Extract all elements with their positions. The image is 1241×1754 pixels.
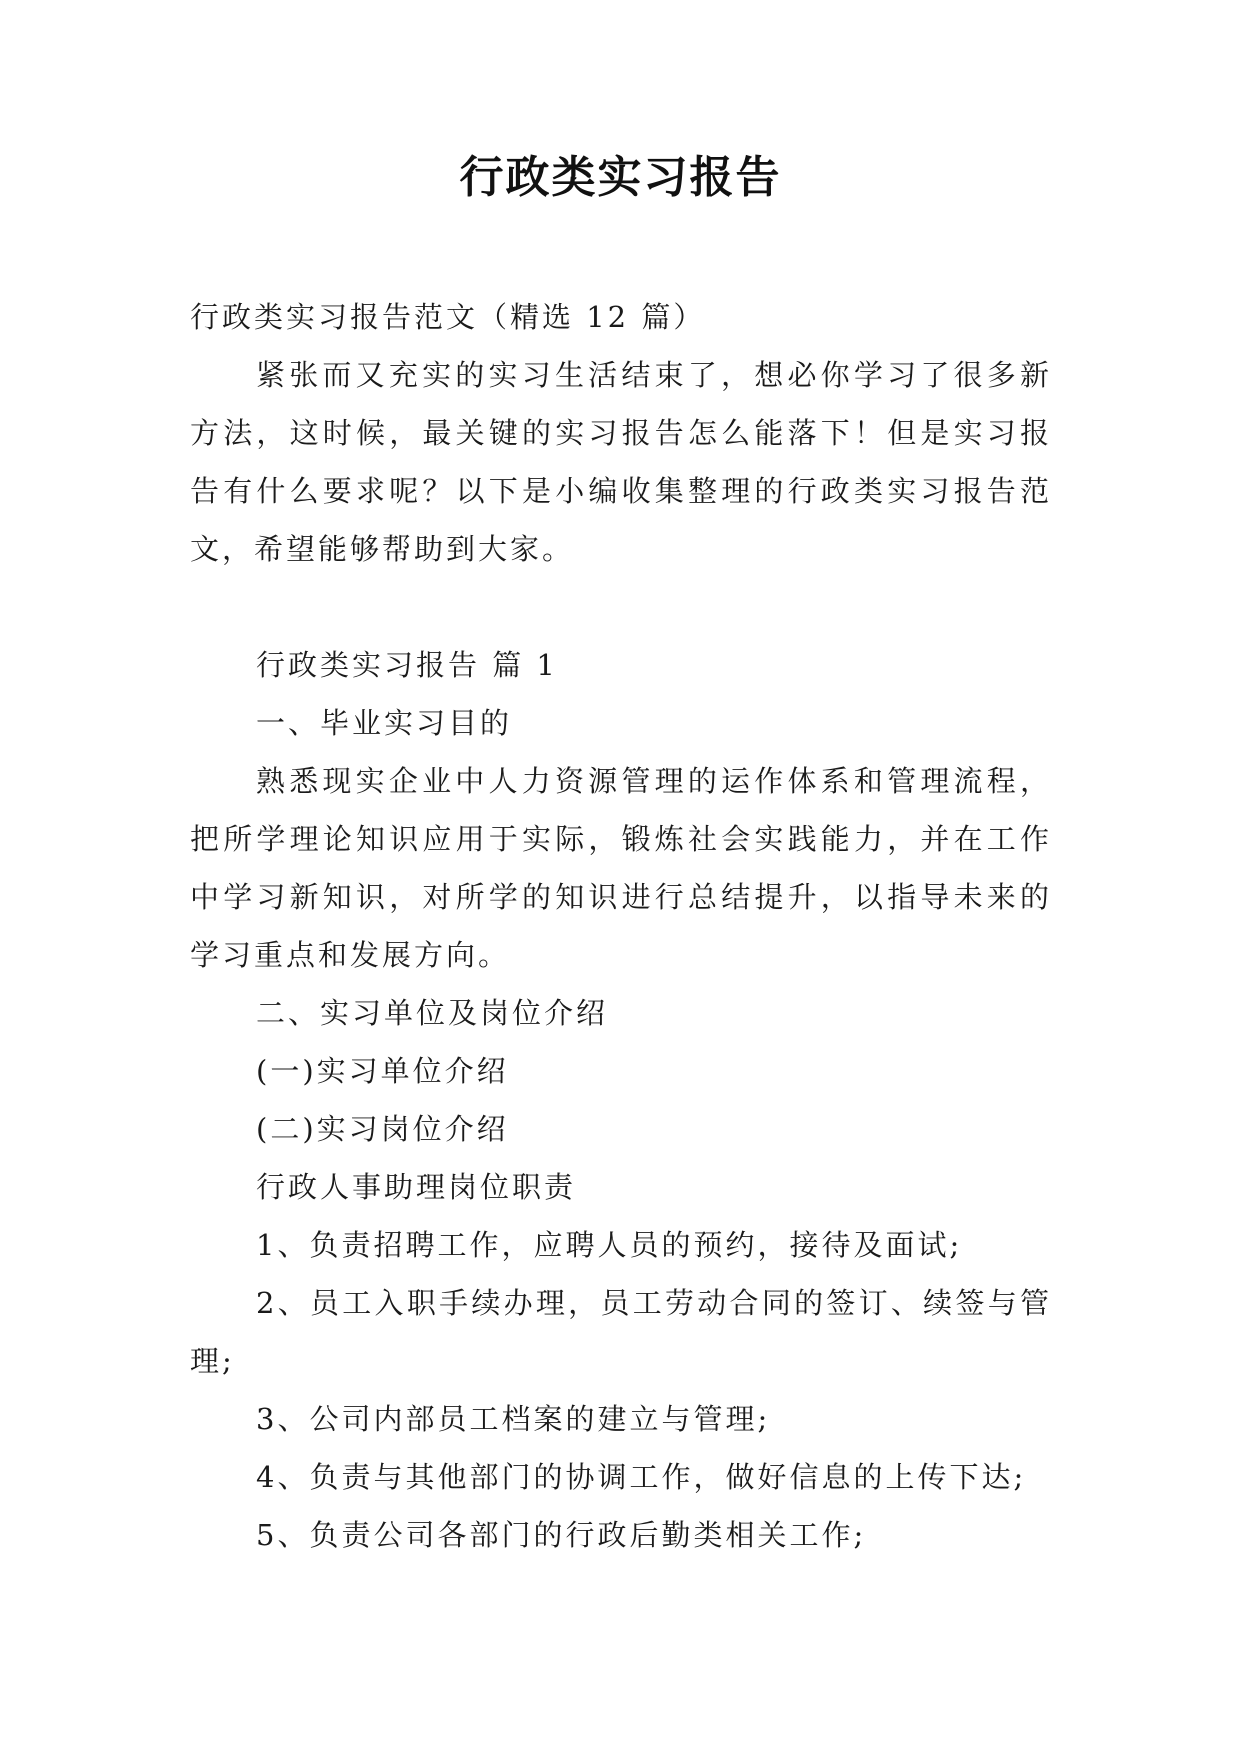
duty-item: 2、员工入职手续办理，员工劳动合同的签订、续签与管理; — [190, 1286, 1052, 1378]
duty-item: 3、公司内部员工档案的建立与管理; — [256, 1402, 771, 1436]
duties-heading: 行政人事助理岗位职责 — [256, 1170, 577, 1204]
part2-heading: 二、实习单位及岗位介绍 — [256, 996, 609, 1030]
part1-heading: 一、毕业实习目的 — [256, 706, 513, 740]
document-body — [190, 288, 1052, 1564]
part2-subheading-unit: (一)实习单位介绍 — [256, 1054, 509, 1088]
part1-paragraph: 熟悉现实企业中人力资源管理的运作体系和管理流程，把所学理论知识应用于实际，锻炼社会实践能力，并在工作中学习新知识，对所学的知识进行总结提升，以指导未来的学习重点和发展方向。 — [190, 764, 1052, 972]
paragraph-spacer — [190, 578, 1052, 636]
part2-subheading-position: (二)实习岗位介绍 — [256, 1112, 509, 1146]
document-title: 行政类实习报告 — [459, 152, 782, 203]
intro-paragraph: 紧张而又充实的实习生活结束了，想必你学习了很多新方法，这时候，最关键的实习报告怎么能落下！但是实习报告有什么要求呢？以下是小编收集整理的行政类实习报告范文，希望能够帮助到大家。 — [190, 358, 1052, 566]
section-heading: 行政类实习报告 篇 1 — [256, 648, 558, 682]
duty-item: 4、负责与其他部门的协调工作，做好信息的上传下达; — [256, 1460, 1027, 1494]
document-subtitle: 行政类实习报告范文（精选 12 篇） — [190, 300, 706, 334]
duty-item: 5、负责公司各部门的行政后勤类相关工作; — [256, 1518, 867, 1552]
duty-item: 1、负责招聘工作，应聘人员的预约，接待及面试; — [256, 1228, 963, 1262]
